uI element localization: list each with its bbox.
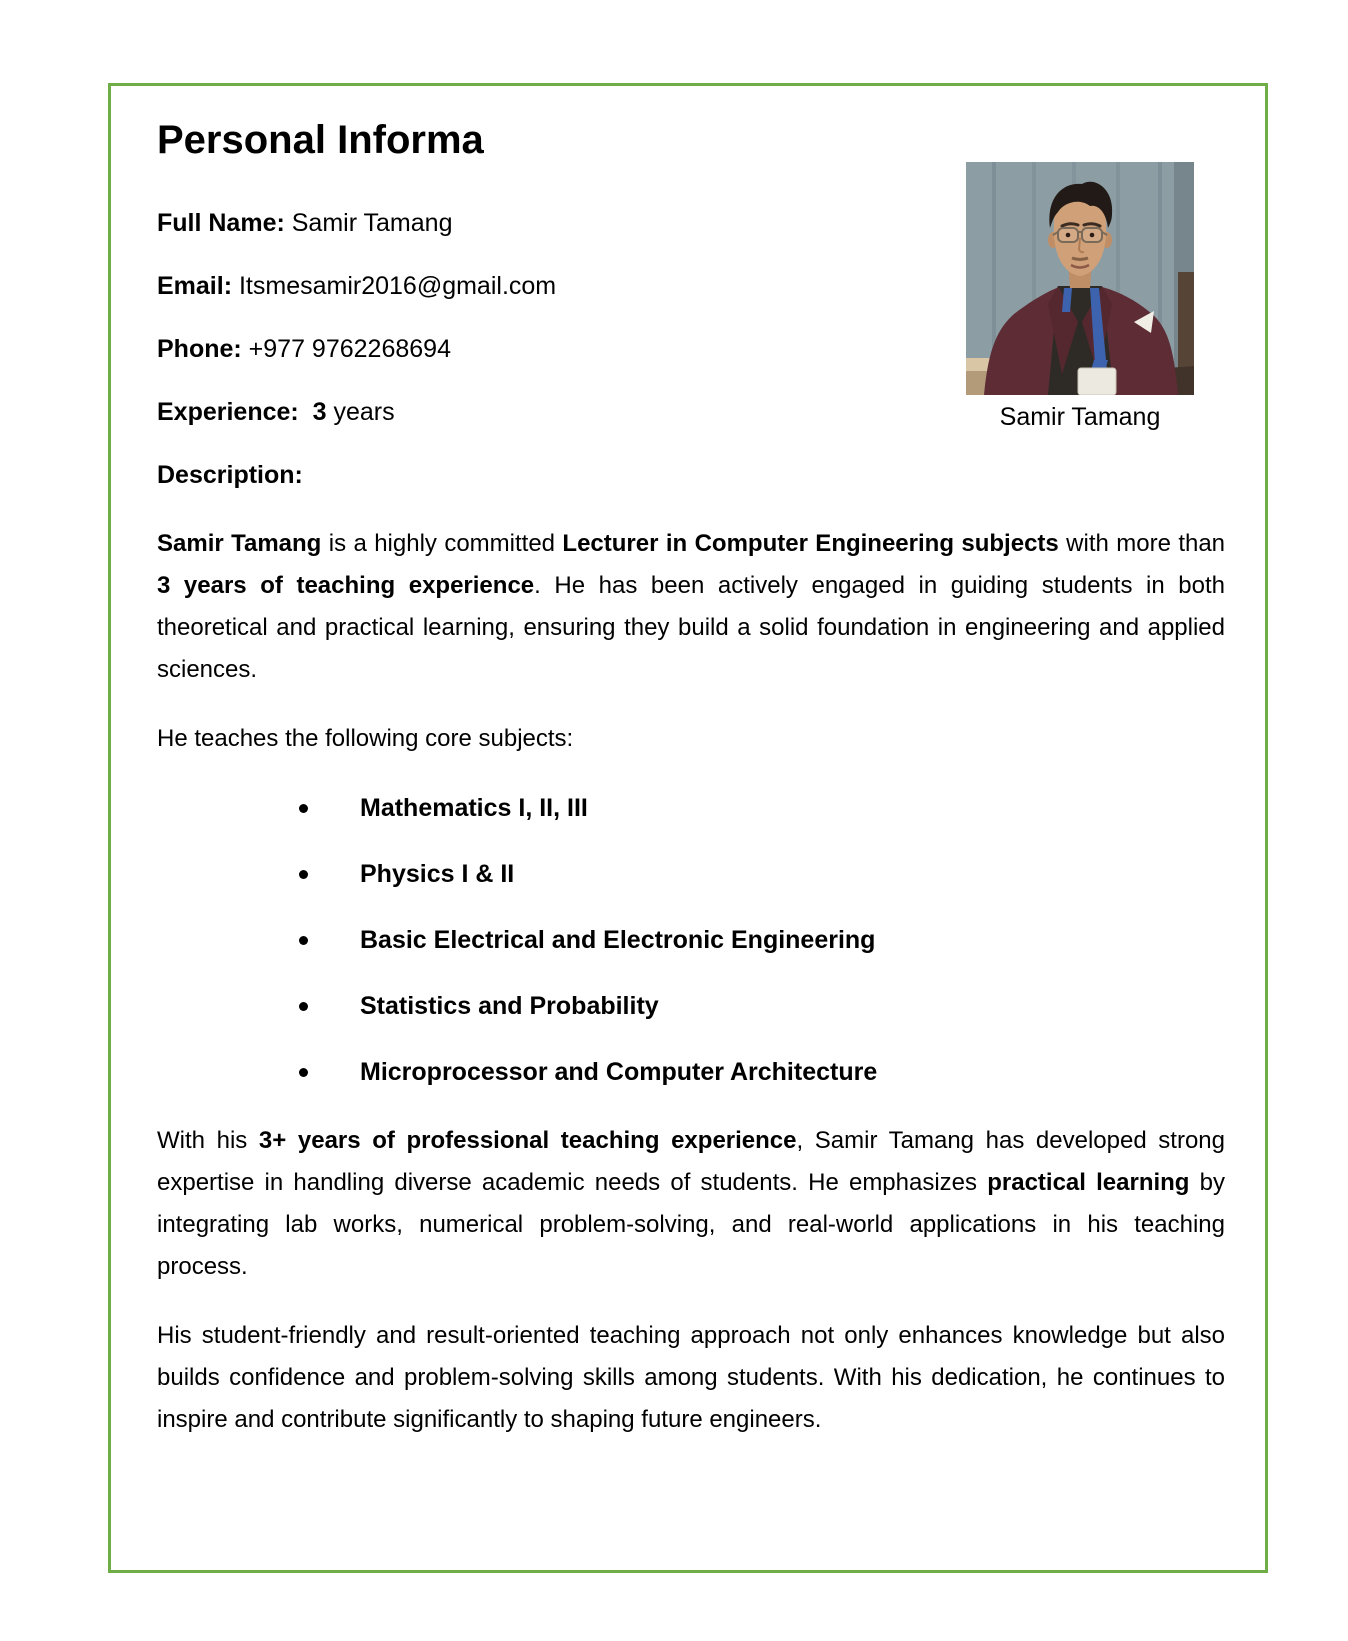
bold-text: Lecturer in Computer Engineering subjects	[562, 530, 1059, 557]
photo-caption: Samir Tamang	[999, 403, 1161, 431]
text: is a highly committed	[321, 530, 563, 557]
subjects-list	[157, 787, 1225, 1093]
paragraph	[157, 1120, 1225, 1288]
bold-text: practical learning	[987, 1169, 1190, 1196]
bold-text: Phone:	[157, 335, 249, 363]
subject-item	[157, 787, 1225, 829]
paragraph	[157, 1315, 1225, 1441]
text: by integrating lab works, numerical problem-solving, and real-world applications in his teaching process.	[157, 1169, 1225, 1280]
text: With his	[157, 1127, 259, 1154]
bullet-icon	[299, 936, 308, 945]
profile-photo	[966, 162, 1194, 395]
bold-text: Experience: 3	[157, 398, 327, 426]
bold-text: Email:	[157, 272, 239, 300]
paragraph	[157, 718, 1225, 760]
subject-item	[157, 853, 1225, 895]
subject-label: Statistics and Probability	[360, 992, 659, 1020]
subject-label: Microprocessor and Computer Architecture	[360, 1058, 878, 1086]
bold-text: Description:	[157, 461, 303, 489]
subject-item	[157, 1051, 1225, 1093]
page-title: Personal Informa	[157, 118, 484, 162]
subject-item	[157, 919, 1225, 961]
profile-photo-figure	[966, 162, 1194, 432]
closing-section	[157, 1120, 1225, 1441]
text: , Samir Tamang has developed strong expertise in handling diverse academic needs of students. He emphasizes	[157, 1127, 1225, 1196]
text: Samir Tamang	[291, 209, 453, 237]
text: He teaches the following core subjects:	[157, 725, 574, 752]
bold-text: 3+ years of professional teaching experience	[258, 1127, 797, 1154]
text: with more than	[1058, 530, 1226, 557]
subject-label: Mathematics I, II, III	[360, 794, 588, 822]
text: . He has been actively engaged in guiding students in both theoretical and practical learning, ensuring they build a solid foundation in engineering and applied sciences.	[157, 572, 1225, 683]
text: years	[326, 398, 395, 426]
text: Itsmesamir2016@gmail.com	[238, 272, 557, 300]
bullet-icon	[299, 870, 308, 879]
bold-text: 3 years of teaching experience	[157, 572, 535, 599]
description-section	[157, 523, 1225, 760]
bullet-icon	[299, 1002, 308, 1011]
subject-label: Basic Electrical and Electronic Engineering	[360, 926, 876, 954]
text: His student-friendly and result-oriented teaching approach not only enhances knowledge but also builds confidence and problem-solving skills among students. With his dedication, he continues to inspire and contribute significantly to shaping future engineers.	[157, 1322, 1225, 1433]
subject-item	[157, 985, 1225, 1027]
text: +977 9762268694	[248, 335, 451, 363]
bold-text: Full Name:	[157, 209, 292, 237]
subject-label: Physics I & II	[360, 860, 515, 888]
field-line	[157, 460, 1225, 490]
bullet-icon	[299, 1068, 308, 1077]
bullet-icon	[299, 804, 308, 813]
bold-text: Samir Tamang	[157, 530, 322, 557]
paragraph	[157, 523, 1225, 691]
